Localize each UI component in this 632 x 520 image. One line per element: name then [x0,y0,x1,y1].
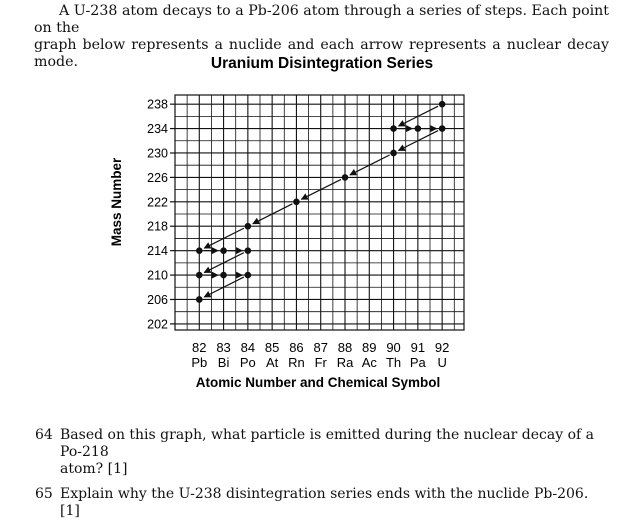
y-tick-label: 206 [147,292,168,307]
nuclide-point [196,296,203,303]
nuclide-point [390,125,397,132]
nuclide-point [220,272,227,279]
nuclide-point [245,247,252,254]
y-tick-label: 238 [147,97,168,112]
question-number: 64 [35,427,53,443]
nuclide-point [245,223,252,230]
x-tick-symbol: U [437,355,447,370]
x-tick-number: 83 [216,340,231,355]
chart-ticks [147,98,449,370]
nuclide-point [293,199,300,206]
x-tick-symbol: Fr [314,355,327,370]
y-tick-label: 202 [147,317,168,332]
nuclide-point [439,101,446,108]
x-tick-number: 87 [313,340,328,355]
nuclide-point [196,247,203,254]
y-tick-label: 230 [147,146,168,161]
x-axis-label: Atomic Number and Chemical Symbol [195,375,441,390]
x-tick-symbol: At [265,355,279,370]
nuclide-point [390,150,397,157]
x-tick-symbol: Ra [336,355,354,370]
chart-title: Uranium Disintegration Series [210,55,434,72]
nuclide-point [415,125,422,132]
y-tick-label: 234 [147,122,168,137]
x-tick-symbol: Ac [361,355,377,370]
intro-line-1: A U-238 atom decays to a Pb-206 atom through a series of steps. Each point on the [34,3,609,36]
x-tick-number: 91 [410,340,426,355]
y-axis-label: Mass Number [109,157,124,247]
y-tick-label: 218 [147,219,168,234]
question-text-cont: atom? [1] [60,461,128,477]
x-tick-number: 90 [386,340,401,355]
x-tick-number: 84 [240,340,256,355]
nuclide-point [439,125,446,132]
nuclide-point [220,247,227,254]
x-tick-symbol: Pa [409,355,426,370]
x-tick-number: 92 [434,340,450,355]
nuclide-point [196,272,203,279]
question-text: Based on this graph, what particle is emitted during the nuclear decay of a Po-218 [60,427,595,460]
x-tick-number: 88 [337,340,353,355]
x-tick-symbol: Th [385,355,402,370]
x-tick-symbol: Po [239,355,256,370]
intro-line-2: graph below represents a nuclide and each arrow represents a nuclear decay mode. [34,37,609,70]
y-tick-label: 214 [147,244,168,259]
question-number: 65 [35,486,53,502]
x-tick-number: 89 [362,340,377,355]
y-tick-label: 222 [147,195,168,210]
question-text: Explain why the U-238 disintegration series ends with the nuclide Pb-206. [1] [60,486,589,519]
x-tick-number: 86 [289,340,304,355]
nuclide-point [342,174,349,181]
x-tick-number: 85 [264,340,280,355]
x-tick-symbol: Bi [217,355,230,370]
nuclide-point [245,272,252,279]
y-tick-label: 226 [147,170,168,185]
x-tick-number: 82 [192,340,207,355]
x-tick-symbol: Rn [288,355,305,370]
x-tick-symbol: Pb [191,355,208,370]
y-tick-label: 210 [147,268,168,283]
